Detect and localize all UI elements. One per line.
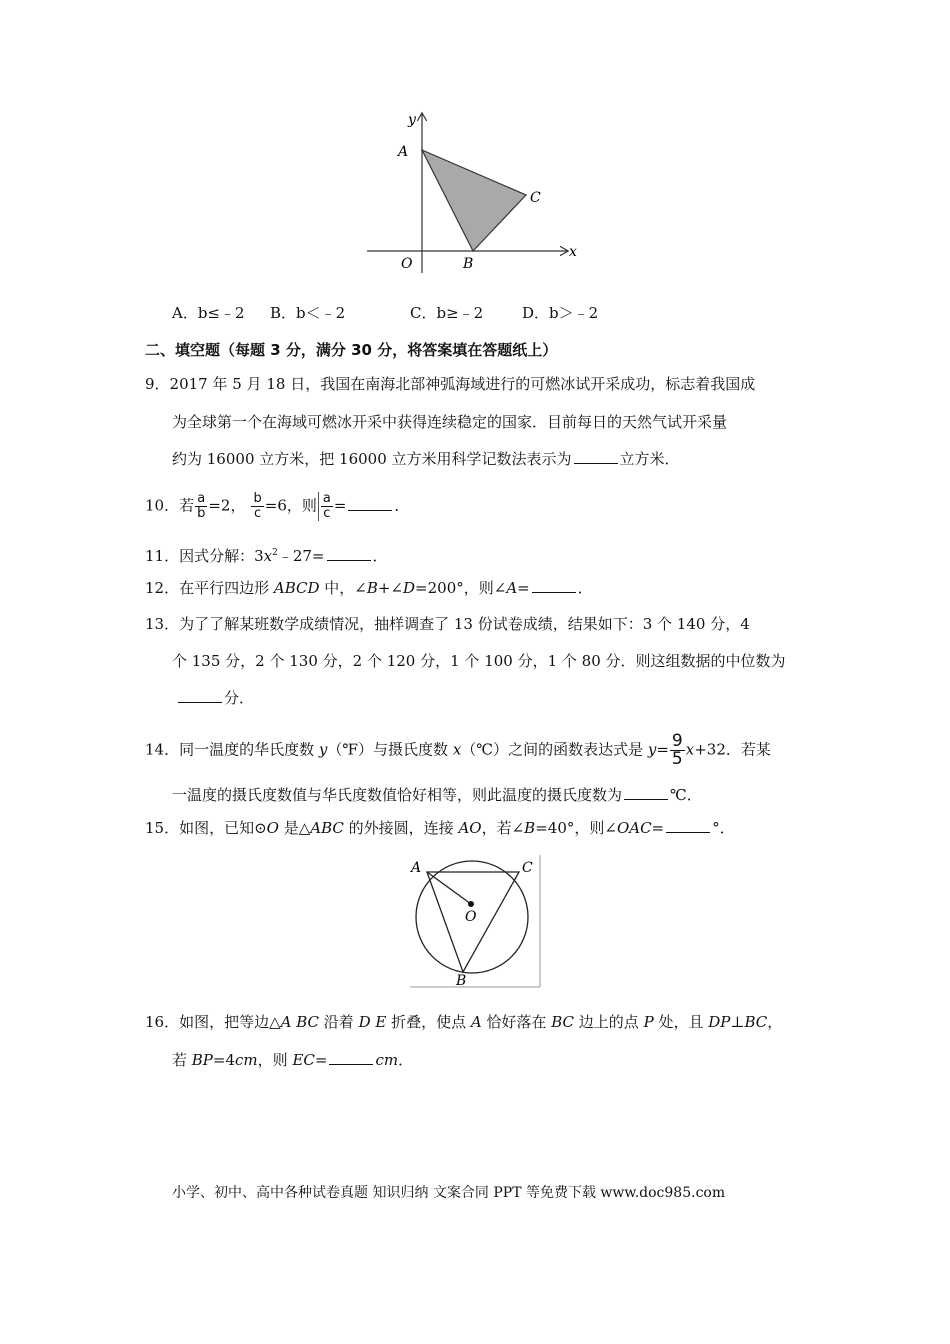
q11-sup: 2 — [272, 548, 278, 558]
q10-eq2: =6，则 — [264, 496, 317, 515]
q10-line — [145, 492, 409, 521]
label-b: B — [463, 256, 474, 272]
q13-line1: 13．为了了解某班数学成绩情况，抽样调查了 13 份试卷成绩，结果如下：3 个 140 分，4 — [145, 615, 750, 633]
q16-line2 — [172, 1050, 413, 1070]
q16-a: A — [470, 1013, 482, 1031]
section-heading: 二、填空题（每题 3 分，满分 30 分，将答案填在答题纸上） — [145, 341, 558, 359]
q14-p4: +32．若某 — [694, 740, 771, 759]
q12-d: D — [403, 579, 416, 597]
answer-blank[interactable] — [327, 546, 371, 561]
q9-line3 — [172, 449, 680, 469]
label-a: A — [398, 144, 409, 160]
q16-p2: 沿着 — [319, 1013, 359, 1031]
q12-abcd: ABCD — [273, 579, 320, 597]
q10-end: ． — [394, 496, 410, 515]
q10-eq3: = — [333, 496, 347, 515]
q16-p4: 恰好落在 — [481, 1013, 552, 1031]
q11-prefix: 11．因式分解：3 — [145, 547, 264, 565]
q16-p1: 16．如图，把等边△ — [145, 1013, 281, 1031]
q16-cm: cm — [235, 1051, 258, 1069]
q12-eq: = — [517, 579, 530, 597]
q16-l2a: 若 — [172, 1051, 192, 1069]
q16-de: D E — [358, 1013, 387, 1031]
circle-figure — [408, 855, 542, 990]
q12-b: B — [366, 579, 378, 597]
q15-abc: ABC — [310, 819, 344, 837]
q12-line — [145, 578, 593, 598]
q16-line1 — [145, 1012, 782, 1032]
q16-p: P — [643, 1013, 654, 1031]
q16-bp: BP — [191, 1051, 213, 1069]
choice-b: B．b＜﹣2 — [270, 304, 346, 322]
q9-unit: 立方米． — [619, 450, 680, 468]
label-c: C — [530, 190, 541, 206]
q16-p6: 处，且 — [653, 1013, 709, 1031]
q16-dp: DP — [708, 1013, 731, 1031]
q14-x: x — [452, 740, 462, 759]
q15-o: O — [266, 819, 279, 837]
q14-line1 — [145, 733, 771, 768]
fraction-a-c: $\frac{a}{c}$ — [318, 492, 333, 521]
answer-blank[interactable] — [574, 449, 618, 464]
q14-x2: x — [685, 740, 695, 759]
q14-p2: （℉）与摄氏度数 — [327, 740, 453, 759]
q9-line2: 为全球第一个在海域可燃冰开采中获得连续稳定的国家．目前每日的天然气试开采量 — [172, 413, 728, 431]
q13-line3 — [176, 688, 254, 708]
q12-val: =200°，则∠ — [415, 579, 507, 597]
fraction-9-5: $\frac{9}{5}$ — [671, 731, 683, 769]
q16-l2b: =4 — [212, 1051, 236, 1069]
q12-a: A — [506, 579, 518, 597]
q16-p3: 折叠，使点 — [386, 1013, 471, 1031]
q15-p5: =40°，则∠ — [535, 819, 617, 837]
q16-l2e: ． — [398, 1051, 414, 1069]
q14-y2: y — [647, 740, 657, 759]
q14-p3: （℃）之间的函数表达式是 — [461, 740, 648, 759]
q13-unit: 分． — [224, 689, 255, 707]
q9-text: 约为 16000 立方米，把 16000 立方米用科学记数法表示为 — [172, 450, 572, 468]
q11-rest: ﹣27= — [277, 547, 325, 565]
q9-line1: 9．2017 年 5 月 18 日，我国在南海北部神弧海域进行的可燃冰试开采成功，标志着我国成 — [145, 375, 756, 393]
q11-line — [145, 543, 388, 566]
label-o: O — [401, 256, 413, 272]
q16-l2c: ，则 — [257, 1051, 293, 1069]
q16-bc2: BC — [744, 1013, 768, 1031]
choice-a: A．b≤﹣2 — [172, 304, 245, 322]
q14-eq: = — [656, 740, 669, 759]
answer-blank[interactable] — [532, 578, 576, 593]
q13-line2: 个 135 分，2 个 130 分，2 个 120 分，1 个 100 分，1 个 80 分．则这组数据的中位数为 — [172, 652, 786, 670]
q12-end: ． — [577, 579, 593, 597]
q12-plus: +∠ — [377, 579, 404, 597]
answer-blank[interactable] — [178, 688, 222, 703]
center-point — [468, 901, 474, 907]
triangle-abc — [422, 150, 526, 251]
q14-line2 — [172, 785, 702, 805]
answer-blank[interactable] — [329, 1050, 373, 1065]
q16-cm2: cm — [375, 1051, 399, 1069]
fraction-a-b: $\frac{a}{b}$ — [197, 491, 206, 521]
q16-l2d: = — [314, 1051, 328, 1069]
q16-p7: ⊥ — [730, 1013, 745, 1031]
label-y: y — [408, 112, 416, 128]
q10-prefix: 10．若 — [145, 496, 195, 515]
label-o: O — [465, 909, 477, 925]
segment-ao — [427, 872, 471, 904]
q16-ec: EC — [292, 1051, 315, 1069]
q15-end: °． — [712, 819, 735, 837]
answer-blank[interactable] — [348, 496, 392, 511]
q15-p6: = — [651, 819, 665, 837]
q15-oac: OAC — [616, 819, 652, 837]
label-c: C — [522, 860, 533, 876]
q16-p8: ， — [767, 1013, 783, 1031]
q15-ao: AO — [458, 819, 482, 837]
page-footer: 小学、初中、高中各种试卷真题 知识归纳 文案合同 PPT 等免费下载 www.doc985.com — [172, 1185, 726, 1201]
q15-line — [145, 818, 735, 838]
choice-c: C．b≥﹣2 — [410, 304, 484, 322]
answer-blank[interactable] — [666, 818, 710, 833]
coordinate-figure — [365, 108, 585, 273]
q16-p5: 边上的点 — [574, 1013, 644, 1031]
q16-bc: BC — [551, 1013, 575, 1031]
q15-p2: 是△ — [278, 819, 311, 837]
q15-p4: ，若∠ — [481, 819, 525, 837]
q15-p1: 15．如图，已知⊙ — [145, 819, 267, 837]
label-a: A — [411, 860, 422, 876]
label-b: B — [456, 973, 467, 989]
q16-abc: A BC — [280, 1013, 320, 1031]
q15-p3: 的外接圆，连接 — [343, 819, 459, 837]
q10-eq1: =2， — [208, 496, 246, 515]
answer-blank[interactable] — [624, 785, 668, 800]
q11-end: ． — [372, 547, 388, 565]
q12-prefix: 12．在平行四边形 — [145, 579, 274, 597]
q11-var: x — [263, 547, 273, 565]
q12-mid: 中，∠ — [319, 579, 367, 597]
q14-p1: 14．同一温度的华氏度数 — [145, 740, 319, 759]
fraction-b-c: $\frac{b}{c}$ — [253, 491, 262, 521]
label-x: x — [569, 244, 577, 260]
q14-y: y — [318, 740, 328, 759]
q15-b: B — [524, 819, 536, 837]
choice-d: D．b＞﹣2 — [522, 304, 599, 322]
q14-unit: ℃． — [670, 786, 702, 804]
q14-line2a: 一温度的摄氏度数值与华氏度数值恰好相等，则此温度的摄氏度数为 — [172, 786, 623, 804]
